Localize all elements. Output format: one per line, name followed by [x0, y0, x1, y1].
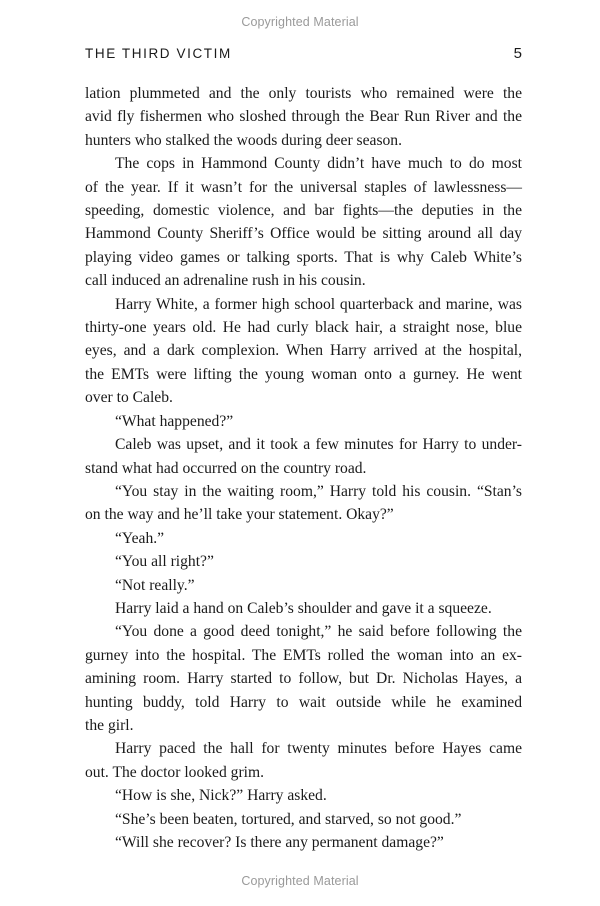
text-line: gurney into the hospital. The EMTs rolled the woman into an ex- — [85, 646, 522, 664]
text-line: Caleb was upset, and it took a few minutes for Harry to under- — [115, 436, 522, 454]
text-line: “Will she recover? Is there any permanent damage?” — [115, 834, 444, 851]
book-title: THE THIRD VICTIM — [85, 46, 232, 61]
text-line: Hammond County Sheriff’s Office would be sitting around all day — [85, 225, 522, 243]
text-line: “You stay in the waiting room,” Harry told his cousin. “Stan’s — [115, 482, 522, 500]
text-line: stand what had occurred on the country road. — [85, 459, 367, 477]
text-line: thirty-one years old. He had curly black hair, a straight nose, blue — [85, 319, 522, 337]
text-line: call induced an adrenaline rush in his cousin. — [85, 272, 366, 290]
text-line: eyes, and a dark complexion. When Harry arrived at the hospital, — [85, 342, 522, 360]
text-line: Harry paced the hall for twenty minutes before Hayes came — [115, 740, 522, 758]
text-line: speeding, domestic violence, and bar fights—the deputies in the — [85, 202, 522, 220]
text-line: “You all right?” — [115, 553, 214, 571]
text-line: the EMTs were lifting the young woman onto a gurney. He went — [85, 365, 522, 383]
text-line: Harry laid a hand on Caleb’s shoulder and gave it a squeeze. — [115, 599, 492, 617]
text-line: “What happened?” — [115, 412, 234, 430]
text-line: amining room. Harry started to follow, but Dr. Nicholas Hayes, a — [85, 670, 522, 688]
text-line: Harry White, a former high school quarterback and marine, was — [115, 295, 522, 313]
text-line: avid fly fishermen who sloshed through the Bear Run River and the — [85, 108, 522, 126]
page-number: 5 — [513, 45, 522, 62]
text-line: hunters who stalked the woods during deer season. — [85, 131, 403, 149]
text-line: over to Caleb. — [85, 389, 173, 407]
text-line: of the year. If it wasn’t for the universal staples of lawlessness— — [85, 178, 522, 196]
text-line: “She’s been beaten, tortured, and starved, so not good.” — [115, 810, 462, 828]
running-head — [85, 46, 522, 66]
text-line: “You done a good deed tonight,” he said before following the — [115, 623, 522, 641]
text-line: “Yeah.” — [115, 529, 165, 547]
text-line: “How is she, Nick?” Harry asked. — [115, 787, 327, 805]
text-line: on the way and he’ll take your statement. Okay?” — [85, 506, 394, 524]
text-line: out. The doctor looked grim. — [85, 763, 265, 781]
text-line: lation plummeted and the only tourists who remained were the — [85, 85, 522, 102]
text-line: hunting buddy, told Harry to wait outside while he examined — [85, 693, 522, 711]
body-text — [85, 82, 522, 854]
text-line: playing video games or talking sports. That is why Caleb White’s — [85, 248, 522, 266]
text-line: The cops in Hammond County didn’t have much to do most — [115, 155, 522, 173]
watermark-top: Copyrighted Material — [241, 15, 359, 29]
text-line: the girl. — [85, 716, 134, 734]
text-line: “Not really.” — [115, 576, 195, 594]
watermark-bottom: Copyrighted Material — [241, 874, 359, 888]
